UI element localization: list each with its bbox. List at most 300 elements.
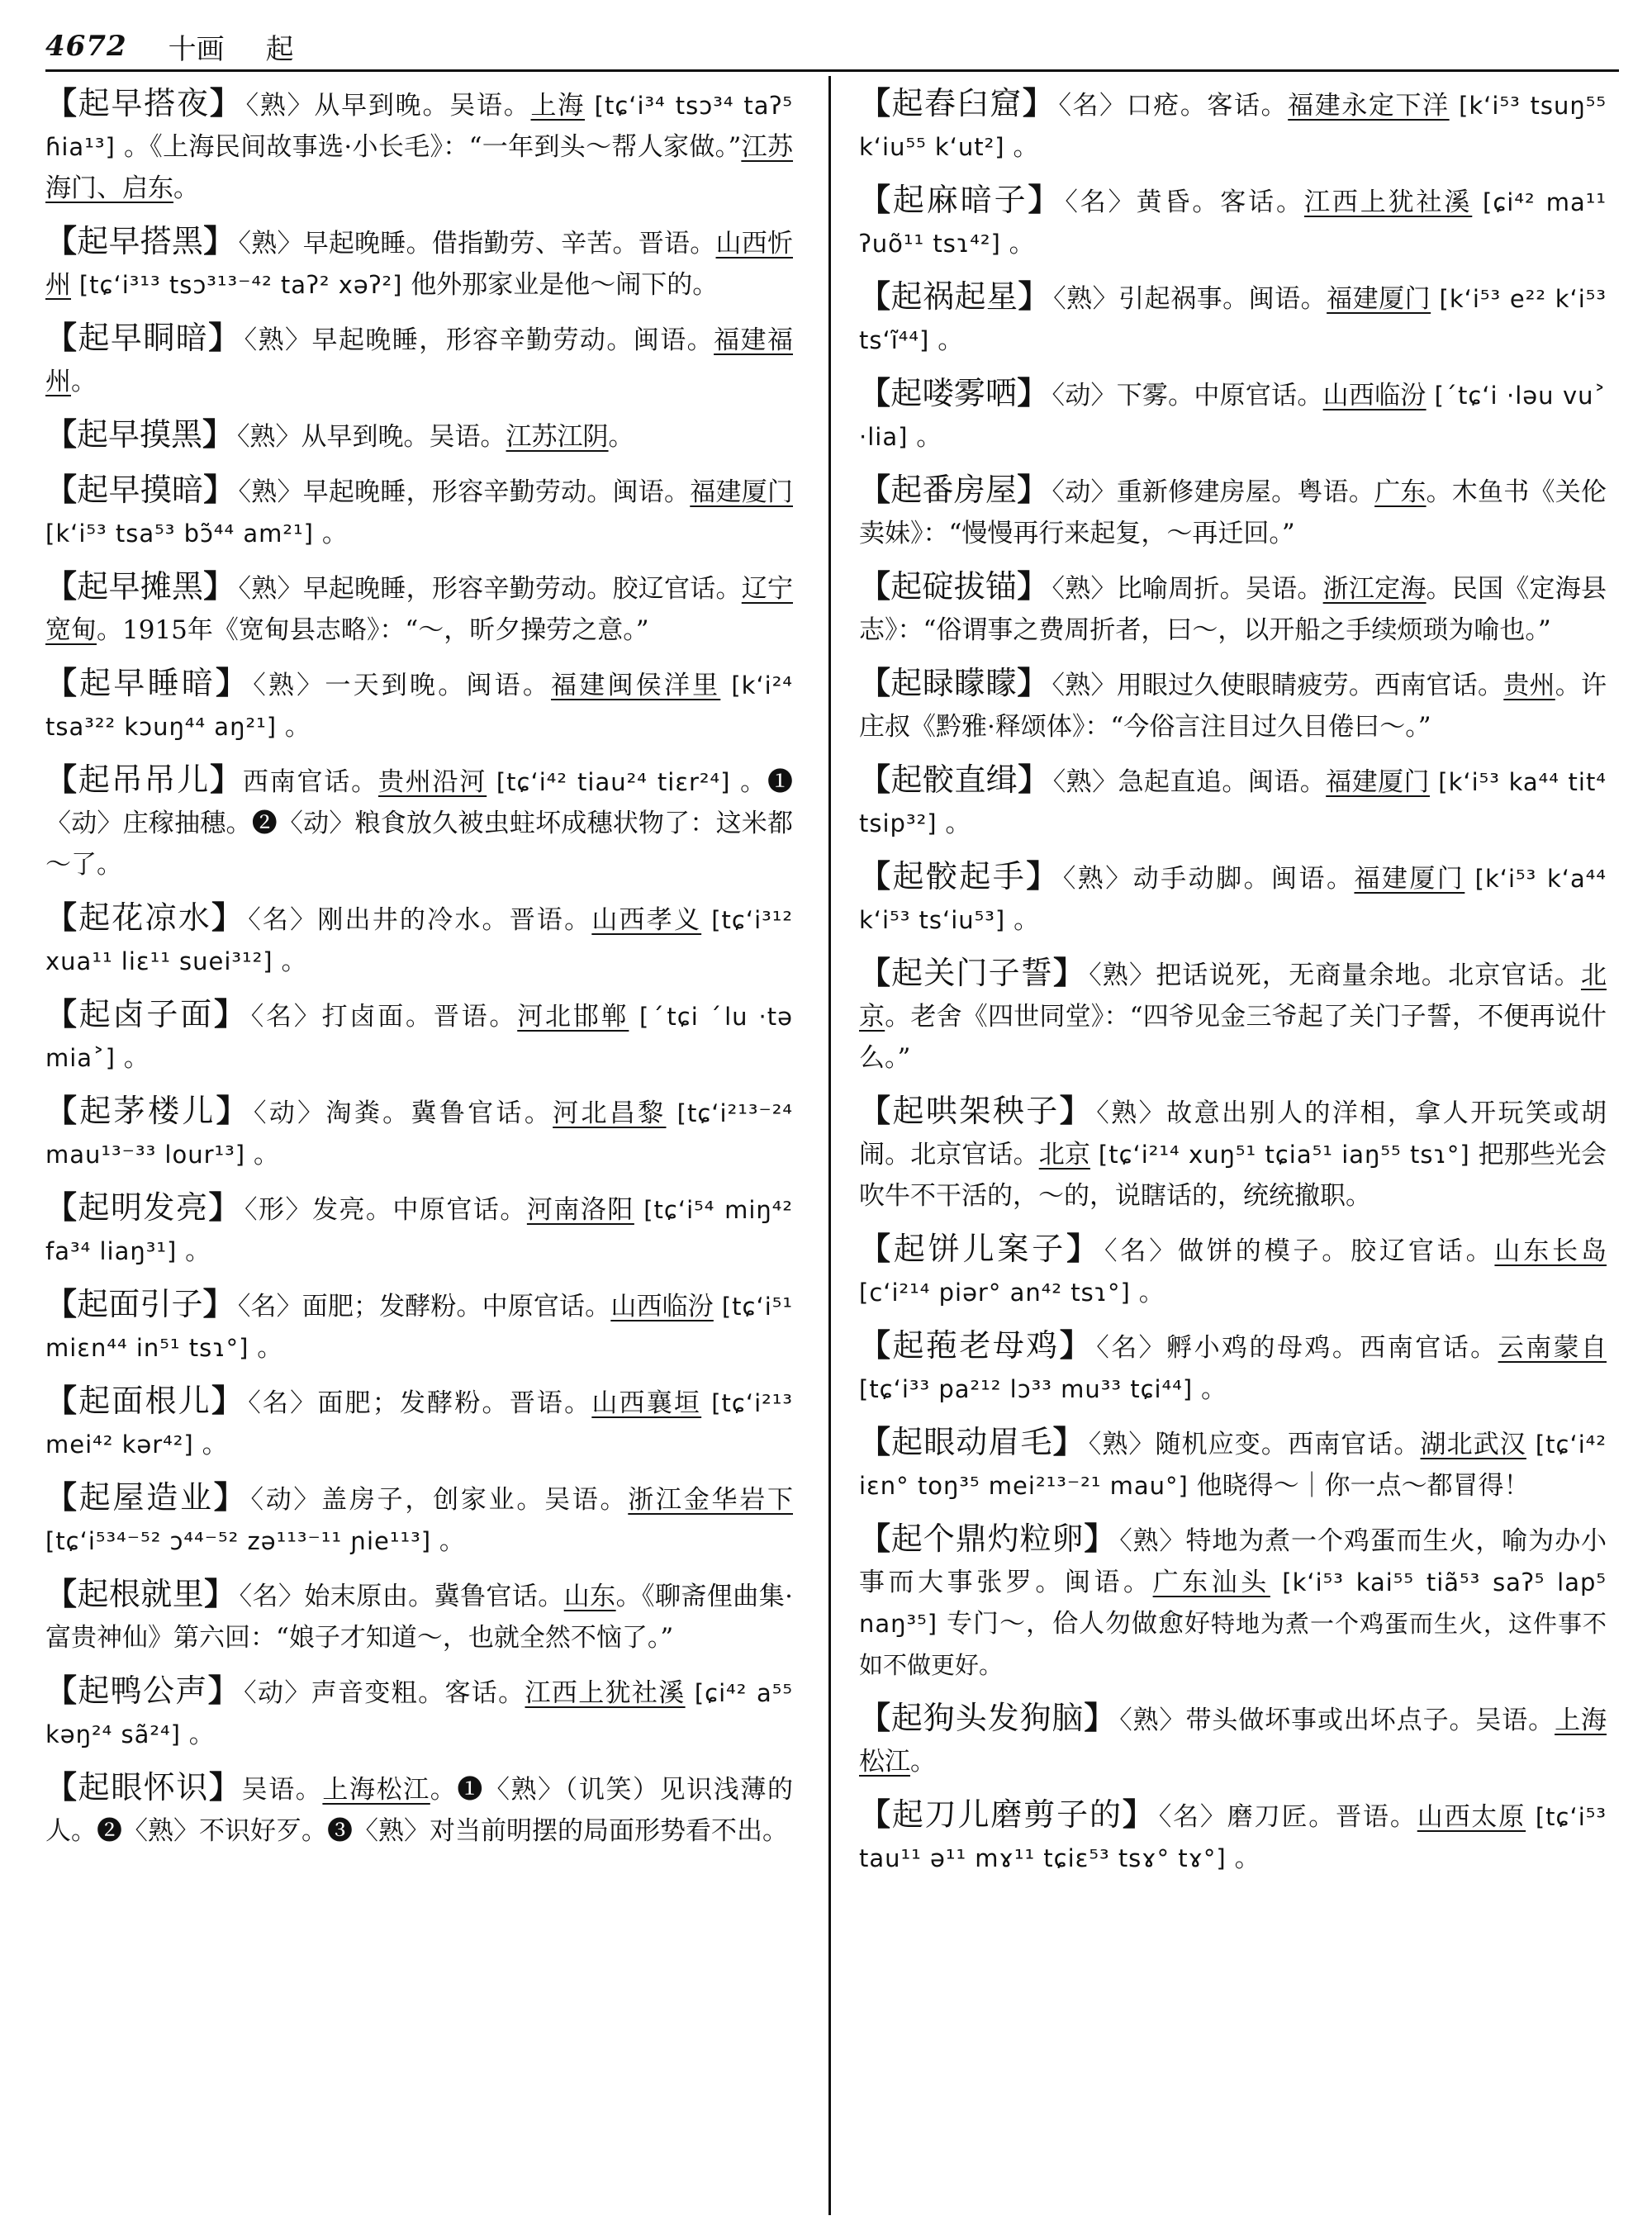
dictionary-entry	[859, 1421, 1607, 1506]
dialect-location: 上海	[530, 91, 586, 121]
pronunciation: [tɕʻi³¹³ tsɔ³¹³⁻⁴² taʔ² xəʔ²]	[78, 271, 403, 299]
headword-text: 起饼儿案子	[893, 1231, 1067, 1267]
headword-text: 起刀儿磨剪子的	[891, 1796, 1123, 1833]
headword-text: 起个鼎灼粒卵	[890, 1521, 1085, 1557]
entry-citation: 。	[945, 809, 971, 838]
bracket-open: 【	[45, 899, 79, 936]
part-of-speech-tag: 〈熟〉	[253, 671, 325, 700]
bracket-close: 】	[203, 222, 235, 259]
dictionary-entry	[859, 759, 1607, 844]
entry-definition: 早起晚睡，形容辛勤劳动。闽语。	[311, 325, 714, 355]
dialect-location: 福建永定下洋	[1288, 91, 1450, 121]
entry-citation: 。	[281, 947, 307, 976]
bracket-open: 【	[859, 278, 891, 315]
pronunciation: [ɕi⁴² a⁵⁵ kəŋ²⁴ sã²⁴]	[45, 1679, 793, 1748]
dictionary-entry	[859, 952, 1607, 1079]
bracket-open: 【	[45, 1189, 78, 1226]
entry-citation: 。	[202, 1430, 228, 1459]
entry-headword	[859, 85, 1055, 121]
dictionary-entry	[859, 566, 1607, 651]
bracket-close: 】	[211, 899, 245, 936]
dictionary-entry	[859, 276, 1607, 361]
dictionary-entry	[45, 1283, 793, 1369]
entry-definition: 把话说死，无商量余地。北京官话。	[1156, 961, 1581, 990]
headword-text: 起早摸黑	[77, 416, 203, 453]
bracket-close: 】	[1017, 664, 1049, 701]
left-column	[45, 83, 793, 1863]
bracket-close: 】	[1017, 567, 1049, 605]
part-of-speech-tag: 〈熟〉	[1053, 284, 1119, 314]
entry-citation: 他晓得～｜你一点～都冒得！	[1196, 1471, 1530, 1501]
part-of-speech-tag: 〈名〉	[248, 905, 318, 935]
headword-text: 起眼动眉毛	[891, 1424, 1053, 1460]
pronunciation: [kʻi⁵³ kai⁵⁵ tiã⁵³ saʔ⁵ lap⁵ naŋ³⁵]	[859, 1568, 1607, 1638]
part-of-speech-tag: 〈熟〉	[1119, 1526, 1186, 1556]
dialect-location: 江西上犹社溪	[1303, 187, 1473, 217]
bracket-close: 】	[1053, 954, 1086, 991]
entry-headword	[45, 1189, 241, 1226]
entry-citation: 。	[1014, 905, 1040, 935]
part-of-speech-tag: 〈名〉	[237, 1292, 302, 1321]
dictionary-entry	[45, 1670, 793, 1755]
entry-headword	[45, 416, 234, 453]
dialect-location: 贵州	[1503, 671, 1555, 700]
dialect-location: 福建福州	[45, 325, 793, 396]
entry-definition: 从早到晚。吴语。	[301, 422, 506, 452]
headword-text: 起早摸暗	[77, 472, 204, 508]
part-of-speech-tag: 〈熟〉	[1089, 961, 1156, 990]
part-of-speech-tag: 〈名〉	[250, 1002, 322, 1032]
headword-text: 起卤子面	[78, 996, 214, 1032]
bracket-open: 【	[45, 415, 78, 453]
bracket-close: 】	[209, 84, 243, 121]
entry-definition: 面肥；发酵粉。中原官话。	[301, 1292, 611, 1321]
headword-text: 起菢老母鸡	[892, 1327, 1060, 1364]
entry-definition: 口疮。客话。	[1126, 91, 1289, 121]
bracket-open: 【	[859, 1230, 894, 1267]
bracket-close: 】	[204, 1575, 236, 1612]
entry-citation: 。	[1009, 229, 1035, 259]
entry-citation: 。	[1013, 132, 1039, 162]
part-of-speech-tag: 〈熟〉	[1096, 1098, 1167, 1128]
entry-headword	[859, 1093, 1093, 1129]
headword-text: 起早摊黑	[77, 568, 204, 605]
bracket-close: 】	[1084, 1699, 1117, 1736]
dictionary-entry	[859, 1090, 1607, 1217]
part-of-speech-tag: 〈名〉	[248, 1388, 318, 1418]
entry-headword	[859, 568, 1048, 605]
bracket-close: 】	[207, 1672, 241, 1709]
entry-definition: 淘粪。冀鲁官话。	[325, 1098, 553, 1128]
dictionary-entry	[45, 566, 793, 651]
entry-definition: 西南官话。	[242, 767, 378, 797]
headword-text: 起睩矇矇	[890, 665, 1018, 701]
dictionary-entry	[859, 1518, 1607, 1686]
entry-citation: 。	[123, 1043, 150, 1073]
bracket-open: 【	[45, 1285, 78, 1322]
part-of-speech-tag: 〈熟〉	[238, 229, 303, 259]
entry-headword	[859, 472, 1048, 508]
pronunciation: [kʻi²⁴ tsa³²² kɔuŋ⁴⁴ aŋ²¹]	[45, 671, 793, 741]
dialect-location: 湖北武汉	[1420, 1430, 1526, 1459]
headword-text: 起狗头发狗脑	[890, 1700, 1085, 1736]
dialect-location: 山西太原	[1417, 1802, 1526, 1832]
headword-text: 起早眮暗	[78, 320, 209, 356]
entry-headword	[45, 665, 249, 701]
dictionary-entry	[45, 1767, 793, 1852]
part-of-speech-tag: 〈熟〉	[238, 477, 303, 507]
entry-definition: 盖房子，创家业。吴语。	[321, 1485, 629, 1515]
entry-definition: 用眼过久使眼睛疲劳。西南官话。	[1116, 671, 1504, 700]
entry-headword	[45, 1479, 247, 1516]
head-character: 起	[265, 32, 294, 66]
entry-citation: 。	[1234, 1843, 1260, 1873]
part-of-speech-tag: 〈熟〉	[1088, 1430, 1156, 1459]
entry-definition: 早起晚睡，形容辛勤劳动。闽语。	[302, 477, 691, 507]
pronunciation: [tɕʻi²¹⁴ xuŋ⁵¹ tɕia⁵¹ iaŋ⁵⁵ tsɿ°]	[1098, 1141, 1470, 1169]
pronunciation: [cʻi²¹⁴ piər° an⁴² tsɿ°]	[859, 1279, 1131, 1307]
dictionary-entry	[45, 1380, 793, 1465]
entry-citation: 。《上海民间故事选·小长毛》：“一年到头～帮人家做。”	[123, 132, 742, 162]
headword-text: 起舂臼窟	[891, 85, 1023, 121]
pronunciation: [tɕʻi²¹³⁻²⁴ mau¹³⁻³³ lour¹³]	[45, 1099, 794, 1169]
bracket-close: 】	[1059, 1326, 1094, 1364]
entry-headword	[45, 1576, 236, 1612]
bracket-close: 】	[213, 1478, 248, 1516]
dialect-location-extra: 江苏海门、启东	[45, 132, 794, 203]
entry-headword	[45, 320, 241, 356]
entry-definition: 随机应变。西南官话。	[1155, 1430, 1421, 1459]
pronunciation: [tɕʻi⁵³⁴⁻⁵² ɔ⁴⁴⁻⁵² zə¹¹³⁻¹¹ ɲie¹¹³]	[45, 1527, 432, 1555]
pronunciation: [kʻi⁵³ ka⁴⁴ tit⁴ tsip³²]	[859, 768, 1607, 837]
entry-definition: 面肥；发酵粉。晋语。	[317, 1388, 592, 1418]
bracket-open: 【	[45, 1092, 80, 1129]
entry-note: 。	[173, 173, 199, 203]
entry-headword	[45, 1672, 240, 1709]
part-of-speech-tag: 〈名〉	[1065, 187, 1137, 217]
entry-citation: 。	[284, 712, 311, 742]
entry-headword	[45, 1769, 242, 1805]
dialect-location: 山西临汾	[610, 1292, 714, 1321]
dialect-location: 上海松江	[322, 1775, 430, 1805]
pronunciation: [kʻi⁵³ tsa⁵³ bɔ̃⁴⁴ am²¹]	[45, 520, 314, 548]
bracket-open: 【	[859, 1326, 893, 1364]
dialect-location: 贵州沿河	[377, 767, 487, 797]
part-of-speech-tag: 〈熟〉	[1051, 574, 1117, 604]
entry-definition: 发亮。中原官话。	[311, 1195, 527, 1225]
entry-definition: 急起直追。闽语。	[1118, 767, 1327, 797]
bracket-open: 【	[859, 1423, 892, 1460]
bracket-open: 【	[45, 1382, 79, 1419]
entry-citation: 。	[257, 1333, 283, 1363]
entry-headword	[859, 665, 1048, 701]
dictionary-entry	[45, 897, 793, 982]
entry-citation: 。木鱼书《关伦卖妹》：“慢慢再行来起复，～再迁回。”	[859, 477, 1607, 548]
entry-definition: 从早到晚。吴语。	[314, 91, 531, 121]
entry-headword	[45, 762, 243, 798]
bracket-open: 【	[45, 1672, 78, 1709]
entry-definition: 早起晚睡。借指勤劳、辛苦。晋语。	[302, 229, 716, 259]
bracket-close: 】	[1084, 1520, 1117, 1557]
dictionary-entry	[45, 83, 793, 209]
dictionary-entry	[859, 179, 1607, 264]
entry-headword	[45, 996, 248, 1032]
part-of-speech-tag: 〈熟〉	[237, 422, 301, 452]
dialect-location: 辽宁宽甸	[45, 574, 793, 645]
part-of-speech-tag: 〈熟〉	[244, 325, 312, 355]
bracket-close: 】	[208, 1189, 241, 1226]
dialect-location: 浙江金华岩下	[628, 1485, 793, 1515]
bracket-open: 【	[45, 664, 80, 701]
bracket-open: 【	[859, 1520, 891, 1557]
entry-definition: 故意出别人的洋相，拿人开玩笑或胡闹。北京官话。	[859, 1098, 1607, 1170]
entry-citation: 。❶〈动〉庄稼抽穗。❷〈动〉粮食放久被虫蛀坏成穗状物了：这米都～了。	[45, 767, 793, 880]
dictionary-entry	[859, 1325, 1607, 1410]
pronunciation: [kʻi⁵³ kʻa⁴⁴ kʻi⁵³ tsʻiu⁵³]	[859, 865, 1607, 934]
bracket-close: 】	[202, 415, 235, 453]
entry-headword	[45, 223, 235, 259]
dialect-location: 山西襄垣	[591, 1388, 702, 1418]
entry-headword	[45, 472, 235, 508]
part-of-speech-tag: 〈熟〉	[238, 574, 303, 604]
headword-text: 起早搭夜	[78, 85, 210, 121]
entry-headword	[45, 1093, 250, 1129]
part-of-speech-tag: 〈动〉	[244, 1678, 311, 1708]
bracket-close: 】	[213, 995, 248, 1032]
entry-headword	[859, 955, 1085, 991]
entry-headword	[45, 85, 243, 121]
bracket-close: 】	[210, 761, 243, 798]
pronunciation: [ˊtɕi ˊlu ·tə mia˃]	[45, 1003, 793, 1072]
dialect-location: 广东汕头	[1152, 1568, 1270, 1597]
part-of-speech-tag: 〈熟〉	[1051, 671, 1117, 700]
entry-citation: 。	[1201, 1374, 1227, 1404]
dictionary-entry	[45, 414, 793, 458]
column-divider	[828, 76, 831, 2215]
headword-text: 起鸭公声	[78, 1672, 208, 1709]
bracket-close: 】	[1066, 1230, 1101, 1267]
pronunciation: [tɕʻi⁴² tiau²⁴ tiɛr²⁴]	[496, 768, 731, 796]
dialect-location: 山西忻州	[45, 229, 793, 300]
entry-headword	[45, 1286, 235, 1322]
bracket-close: 】	[208, 319, 241, 356]
dictionary-entry	[45, 662, 793, 747]
headword-text: 起喽雾哂	[890, 375, 1018, 411]
entry-citation: 。	[916, 422, 942, 452]
dictionary-entry	[45, 1477, 793, 1562]
entry-definition: 吴语。	[241, 1775, 323, 1805]
dialect-location: 福建厦门	[1354, 864, 1465, 894]
headword-text: 起早睡暗	[79, 665, 216, 701]
bracket-close: 】	[1018, 278, 1051, 315]
entry-definition: 一天到晚。闽语。	[325, 671, 552, 700]
entry-definition: 早起晚睡，形容辛勤劳动。胶辽官话。	[302, 574, 742, 604]
entry-headword	[859, 278, 1050, 315]
headword-text: 起花凉水	[78, 899, 212, 936]
bracket-open: 【	[859, 1699, 891, 1736]
bracket-close: 】	[211, 1382, 245, 1419]
entry-definition: 做饼的模子。胶辽官话。	[1178, 1236, 1495, 1266]
headword-text: 起明发亮	[78, 1189, 209, 1226]
bracket-close: 】	[1026, 857, 1060, 894]
dialect-location: 河北邯郸	[517, 1002, 629, 1032]
dialect-location: 河北昌黎	[553, 1098, 667, 1128]
dialect-location: 福建闽侯洋里	[551, 671, 721, 700]
part-of-speech-tag: 〈名〉	[1096, 1333, 1167, 1363]
entry-definition: 特地为煮一个鸡蛋而生火，喻为办小事而大事张罗。闽语。	[859, 1526, 1607, 1597]
dictionary-entry	[859, 1794, 1607, 1879]
part-of-speech-tag: 〈名〉	[1058, 91, 1127, 121]
part-of-speech-tag: 〈动〉	[250, 1485, 322, 1515]
entry-headword	[859, 858, 1060, 894]
pronunciation: [tɕʻi³¹² xua¹¹ liɛ¹¹ suei³¹²]	[45, 906, 793, 975]
dictionary-entry	[45, 469, 793, 554]
section-label: 十画	[168, 32, 225, 66]
entry-headword	[859, 1327, 1093, 1364]
dictionary-entry	[45, 1090, 793, 1175]
dictionary-entry	[45, 1187, 793, 1272]
entry-definition: 声音变粗。客话。	[311, 1678, 525, 1708]
headword-text: 起哄架秧子	[892, 1093, 1060, 1129]
bracket-open: 【	[859, 761, 891, 798]
bracket-open: 【	[45, 995, 79, 1032]
dictionary-entry	[859, 83, 1607, 168]
bracket-close: 】	[1059, 1092, 1094, 1129]
part-of-speech-tag: 〈动〉	[1051, 381, 1117, 410]
headword-text: 起屋造业	[78, 1479, 214, 1516]
dictionary-entry	[45, 994, 793, 1079]
headword-text: 起麻暗子	[892, 182, 1028, 218]
entry-headword	[859, 1231, 1101, 1267]
entry-definition: 下雾。中原官话。	[1116, 381, 1323, 410]
bracket-close: 】	[203, 567, 235, 605]
headword-text: 起茅楼儿	[79, 1093, 216, 1129]
entry-citation: 。	[253, 1140, 279, 1170]
entry-citation: 他外那家业是他～闹下的。	[411, 270, 719, 300]
entry-headword	[45, 568, 235, 605]
dictionary-entry	[45, 1573, 793, 1658]
entry-citation: 。许庄叔《黔雅·释颂体》：“今俗言注目过久目倦曰～。”	[859, 671, 1607, 742]
pronunciation: [tɕʻi³³ pa²¹² lɔ³³ mu³³ tɕi⁴⁴]	[859, 1375, 1194, 1403]
dictionary-entry	[859, 662, 1607, 747]
dialect-location: 山东长岛	[1494, 1236, 1607, 1266]
headword-text: 起祸起星	[890, 278, 1018, 315]
part-of-speech-tag: 〈名〉	[1158, 1802, 1227, 1832]
entry-citation: 。	[608, 422, 634, 452]
entry-definition: 刚出井的冷水。晋语。	[317, 905, 592, 935]
headword-text: 起吊吊儿	[78, 762, 211, 798]
headword-text: 起面根儿	[78, 1383, 212, 1419]
entry-citation: 。1915年《宽甸县志略》：“～，昕夕操劳之意。”	[97, 615, 649, 645]
part-of-speech-tag: 〈名〉	[239, 1582, 305, 1611]
bracket-open: 【	[859, 857, 893, 894]
bracket-open: 【	[45, 222, 78, 259]
bracket-open: 【	[859, 664, 891, 701]
part-of-speech-tag: 〈形〉	[244, 1195, 312, 1225]
entry-headword	[859, 1796, 1156, 1833]
entry-citation: 。	[938, 325, 964, 355]
dialect-location: 福建厦门	[1326, 767, 1430, 797]
bracket-open: 【	[45, 1478, 79, 1516]
entry-headword	[859, 1700, 1116, 1736]
pronunciation: [tɕʻi³⁴ tsɔ³⁴ taʔ⁵ ɦia¹³]	[45, 92, 793, 161]
headword-text: 起碇拔锚	[890, 568, 1018, 605]
dialect-location: 山东	[563, 1582, 616, 1611]
pronunciation: [tɕʻi⁵¹ miɛn⁴⁴ in⁵¹ tsɿ°]	[45, 1293, 793, 1362]
dialect-location: 江苏江阴	[506, 422, 609, 452]
entry-citation: 。	[188, 1720, 215, 1749]
bracket-close: 】	[202, 1285, 235, 1322]
bracket-open: 【	[859, 1796, 892, 1833]
entry-citation: 。老舍《四世同堂》：“四爷见金三爷起了关门子誓，不便再说什么。”	[859, 1002, 1607, 1073]
entry-headword	[859, 762, 1050, 798]
dictionary-entry	[45, 221, 793, 306]
pronunciation: [tɕʻi²¹³ mei⁴² kər⁴²]	[45, 1389, 793, 1459]
entry-citation: 。❶〈熟〉（讥笑）见识浅薄的人。❷〈熟〉不识好歹。❸〈熟〉对当前明摆的局面形势看不出。	[45, 1775, 794, 1846]
part-of-speech-tag: 〈熟〉	[245, 91, 315, 121]
part-of-speech-tag: 〈动〉	[254, 1098, 326, 1128]
headword-text: 起根就里	[77, 1576, 205, 1612]
pronunciation: [kʻi⁵³ tsuŋ⁵⁵ kʻiu⁵⁵ kʻut²]	[859, 92, 1607, 161]
bracket-open: 【	[859, 471, 891, 508]
pronunciation: [tɕʻi⁴² iɛn° toŋ³⁵ mei²¹³⁻²¹ mau°]	[859, 1431, 1607, 1500]
dialect-location: 北京	[1038, 1140, 1090, 1170]
dialect-location: 云南蒙自	[1498, 1333, 1607, 1363]
dialect-location: 山西临汾	[1322, 381, 1427, 410]
entry-definition: 动手动脚。闽语。	[1132, 864, 1355, 894]
bracket-open: 【	[45, 1575, 78, 1612]
bracket-open: 【	[859, 181, 893, 218]
entry-citation: 。	[439, 1526, 465, 1556]
entry-definition: 始末原由。冀鲁官话。	[304, 1582, 564, 1611]
bracket-close: 】	[216, 1092, 251, 1129]
pronunciation: [kʻi⁵³ e²² kʻi⁵³ tsʻĩ⁴⁴]	[859, 285, 1607, 354]
entry-citation: 。	[1138, 1278, 1165, 1307]
dialect-location: 广东	[1374, 477, 1427, 507]
entry-definition: 重新修建房屋。粤语。	[1116, 477, 1375, 507]
entry-headword	[45, 1383, 244, 1419]
pronunciation: [ˊtɕʻi ·ləu vu˃ ·lia]	[859, 382, 1607, 451]
entry-definition: 带头做坏事或出坏点子。吴语。	[1185, 1706, 1555, 1735]
dictionary-entry	[859, 469, 1607, 554]
headword-text: 起骹直缉	[890, 762, 1018, 798]
bracket-open: 【	[45, 1768, 78, 1805]
dialect-location: 山西孝义	[591, 905, 702, 935]
entry-citation: 专门～，佮人勿做愈好	[946, 1609, 1211, 1639]
dialect-location: 河南洛阳	[526, 1195, 634, 1225]
part-of-speech-tag: 〈熟〉	[1052, 767, 1118, 797]
pronunciation: [ɕi⁴² ma¹¹ ʔuõ¹¹ tsɿ⁴²]	[859, 188, 1607, 258]
entry-definition: 黄昏。客话。	[1136, 187, 1304, 217]
bracket-open: 【	[859, 954, 892, 991]
bracket-close: 】	[1018, 761, 1050, 798]
entry-citation: 。	[71, 367, 97, 396]
headword-text: 起早搭黑	[77, 223, 204, 259]
bracket-open: 【	[859, 374, 891, 411]
bracket-open: 【	[859, 84, 892, 121]
entry-headword	[45, 899, 244, 936]
bracket-open: 【	[45, 567, 78, 605]
entry-definition: 比喻周折。吴语。	[1116, 574, 1323, 604]
entry-definition: 孵小鸡的母鸡。西南官话。	[1166, 1333, 1498, 1363]
bracket-close: 】	[209, 1768, 242, 1805]
dictionary-entry	[859, 372, 1607, 458]
entry-citation: 。《聊斋俚曲集·富贵神仙》第六回：“娘子才知道～，也就全然不恼了。”	[45, 1582, 793, 1653]
entry-citation: 。	[910, 1747, 936, 1777]
dictionary-entry	[45, 759, 793, 885]
headword-text: 起面引子	[77, 1286, 203, 1322]
right-column	[859, 83, 1607, 1891]
